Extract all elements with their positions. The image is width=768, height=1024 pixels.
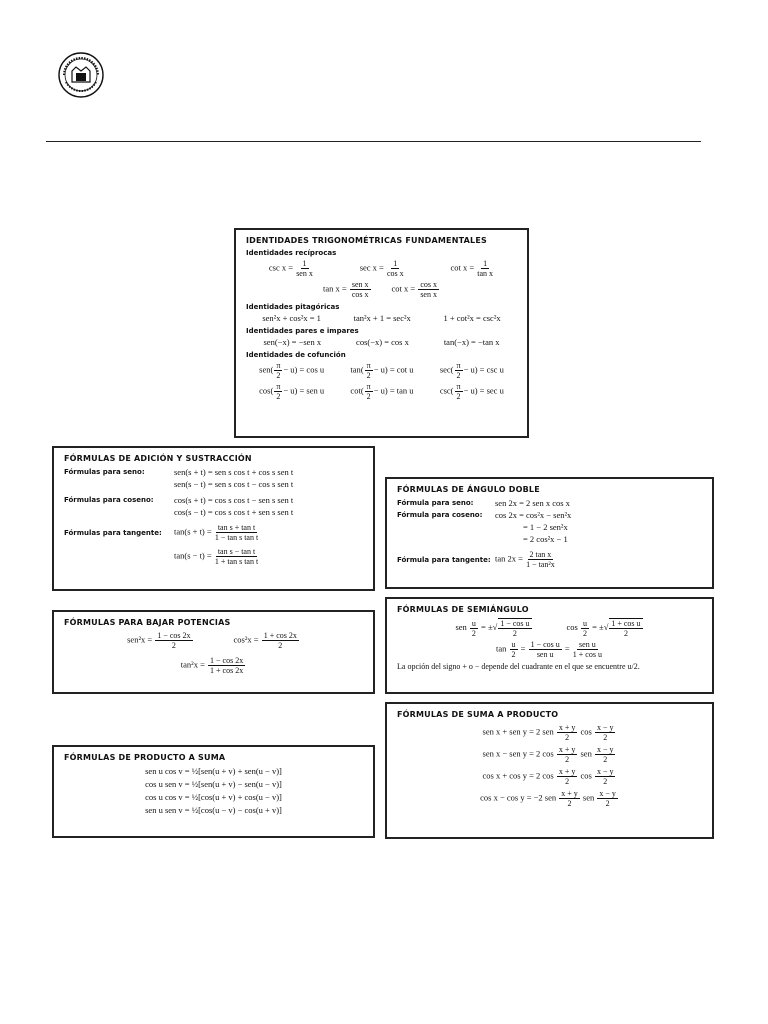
formula: sen x + sen y = 2 sen $\frac{x + y}{2}$ cos $\frac{x - y}{2}$ [482,723,614,742]
box-title: FÓRMULAS DE ADICIÓN Y SUSTRACCIÓN [64,454,252,463]
formula-row [64,656,363,675]
formula: sen( $\frac{\pi}{2}$ − u) = cos u [259,361,325,380]
formula: tan(−x) = −tan x [443,337,500,347]
formula: cot x = $\frac{1}{\text{tan x}}$ [450,259,494,278]
formula: tan 2x = $\frac{\text{2 tan x}}{\text{1 − tan²x}}$ [495,550,555,569]
formula: cos u cos v = ½[cos(u + v) + cos(u − v)] [145,792,282,802]
formula: cos 2x = cos²x − sen²x [495,510,572,520]
angulo-doble-box [385,477,714,589]
formula: tan(s − t) = $\frac{\text{tan s − tan t}}{\text{1 + tan s tan t}}$ [174,547,259,566]
formula: sen²x = $\frac{1 - \cos 2x}{2}$ [127,631,191,650]
box-title: FÓRMULAS DE ÁNGULO DOBLE [397,485,540,494]
box-title: FÓRMULAS PARA BAJAR POTENCIAS [64,618,231,627]
adicion-sustraccion-box [52,446,375,591]
formula: cos(−x) = cos x [356,337,409,347]
section-label: Identidades pitagóricas [246,303,340,311]
formula-label: Fórmula para tangente: [397,555,491,564]
formula-label: Fórmulas para tangente: [64,528,162,537]
formula-label: Fórmulas para coseno: [64,496,154,504]
formula: cot( $\frac{\pi}{2}$ − u) = tan u [350,382,414,401]
formula: sen(s + t) = sen s cos t + cos s sen t [174,467,294,477]
semiangulo-box [385,597,714,694]
box-title: FÓRMULAS DE SEMIÁNGULO [397,605,529,614]
formula: tan²x = $\frac{1 - \cos 2x}{1 + \cos 2x}$ [180,656,244,675]
formula: sen(s − t) = sen s cos t − cos s sen t [174,479,294,489]
formula: sen x − sen y = 2 cos $\frac{x + y}{2}$ sen $\frac{x - y}{2}$ [482,745,614,764]
formula: cos u sen v = ½[sen(u + v) − sen(u − v)] [145,779,282,789]
formula-row [246,259,517,278]
formula: cos(s + t) = cos s cos t − sen s sen t [174,495,294,505]
formula-row [246,337,517,347]
header-divider [46,141,701,142]
formula: sen $\frac{u}{2}$ = ±√ $\frac{\text{1 − cos u}}{2}$ [455,618,530,638]
formula: sec x = $\frac{1}{\text{cos x}}$ [359,259,404,278]
formula: tan x = $\frac{\text{sen x}}{\text{cos x}}$ [323,280,369,299]
formula: sen²x + cos²x = 1 [262,313,321,323]
section-label: Identidades pares e impares [246,327,359,335]
formula: cos x + cos y = 2 cos $\frac{x + y}{2}$ cos $\frac{x - y}{2}$ [482,767,614,786]
formula: tan(s + t) = $\frac{\text{tan s + tan t}}{\text{1 − tan s tan t}}$ [174,523,259,542]
formula-label: Fórmulas para seno: [64,468,145,476]
formula: tan $\frac{u}{2}$ = $\frac{\text{1 − cos u}}{\text{sen u}}$ = $\frac{\text{sen u}}{\text{1 + cos u}}$ [496,640,602,659]
formula-row [64,631,363,650]
formula: = 1 − 2 sen²x [523,522,568,532]
formula-label: Fórmula para coseno: [397,511,483,519]
formula-row [246,313,517,323]
formula: sec( $\frac{\pi}{2}$ − u) = csc u [439,361,504,380]
formula-row [397,640,702,659]
formula-label: Fórmula para seno: [397,499,474,507]
formula: tan²x + 1 = sec²x [353,313,411,323]
box-title: FÓRMULAS DE SUMA A PRODUCTO [397,710,559,719]
formula: tan( $\frac{\pi}{2}$ − u) = cot u [350,361,414,380]
identidades-fundamentales-box [234,228,529,438]
formula: csc( $\frac{\pi}{2}$ − u) = sec u [439,382,504,401]
section-label: Identidades de cofunción [246,351,346,359]
formula: 1 + cot²x = csc²x [443,313,501,323]
formula-row [246,361,517,380]
section-label: Identidades recíprocas [246,249,337,257]
formula: cos²x = $\frac{1 + \cos 2x}{2}$ [233,631,297,650]
box-title: FÓRMULAS DE PRODUCTO A SUMA [64,753,226,762]
suma-producto-box [385,702,714,839]
box-title: IDENTIDADES TRIGONOMÉTRICAS FUNDAMENTALES [246,236,487,245]
bajar-potencias-box [52,610,375,694]
formula: sen(−x) = −sen x [263,337,322,347]
formula-row [397,618,702,638]
university-seal-logo [58,52,104,98]
formula: = 2 cos²x − 1 [523,534,568,544]
formula: cos x − cos y = −2 sen $\frac{x + y}{2}$ sen $\frac{x - y}{2}$ [480,789,616,808]
formula: cos(s − t) = cos s cos t + sen s sen t [174,507,294,517]
formula: cos $\frac{u}{2}$ = ±√ $\frac{\text{1 + cos u}}{2}$ [566,618,641,638]
formula-row [246,382,517,401]
formula-row [246,280,517,299]
formula: cot x = $\frac{\text{cos x}}{\text{sen x}}$ [391,280,437,299]
formula: cos( $\frac{\pi}{2}$ − u) = sen u [259,382,325,401]
formula: sen u sen v = ½[cos(u − v) − cos(u + v)] [145,805,282,815]
formula: csc x = $\frac{1}{\text{sen x}}$ [268,259,313,278]
formula: sen u cos v = ½[sen(u + v) + sen(u − v)] [145,766,282,776]
sign-note: La opción del signo + o − depende del cuadrante en el que se encuentre u/2. [397,662,640,671]
formula: sen 2x = 2 sen x cos x [495,498,570,508]
producto-suma-box [52,745,375,838]
